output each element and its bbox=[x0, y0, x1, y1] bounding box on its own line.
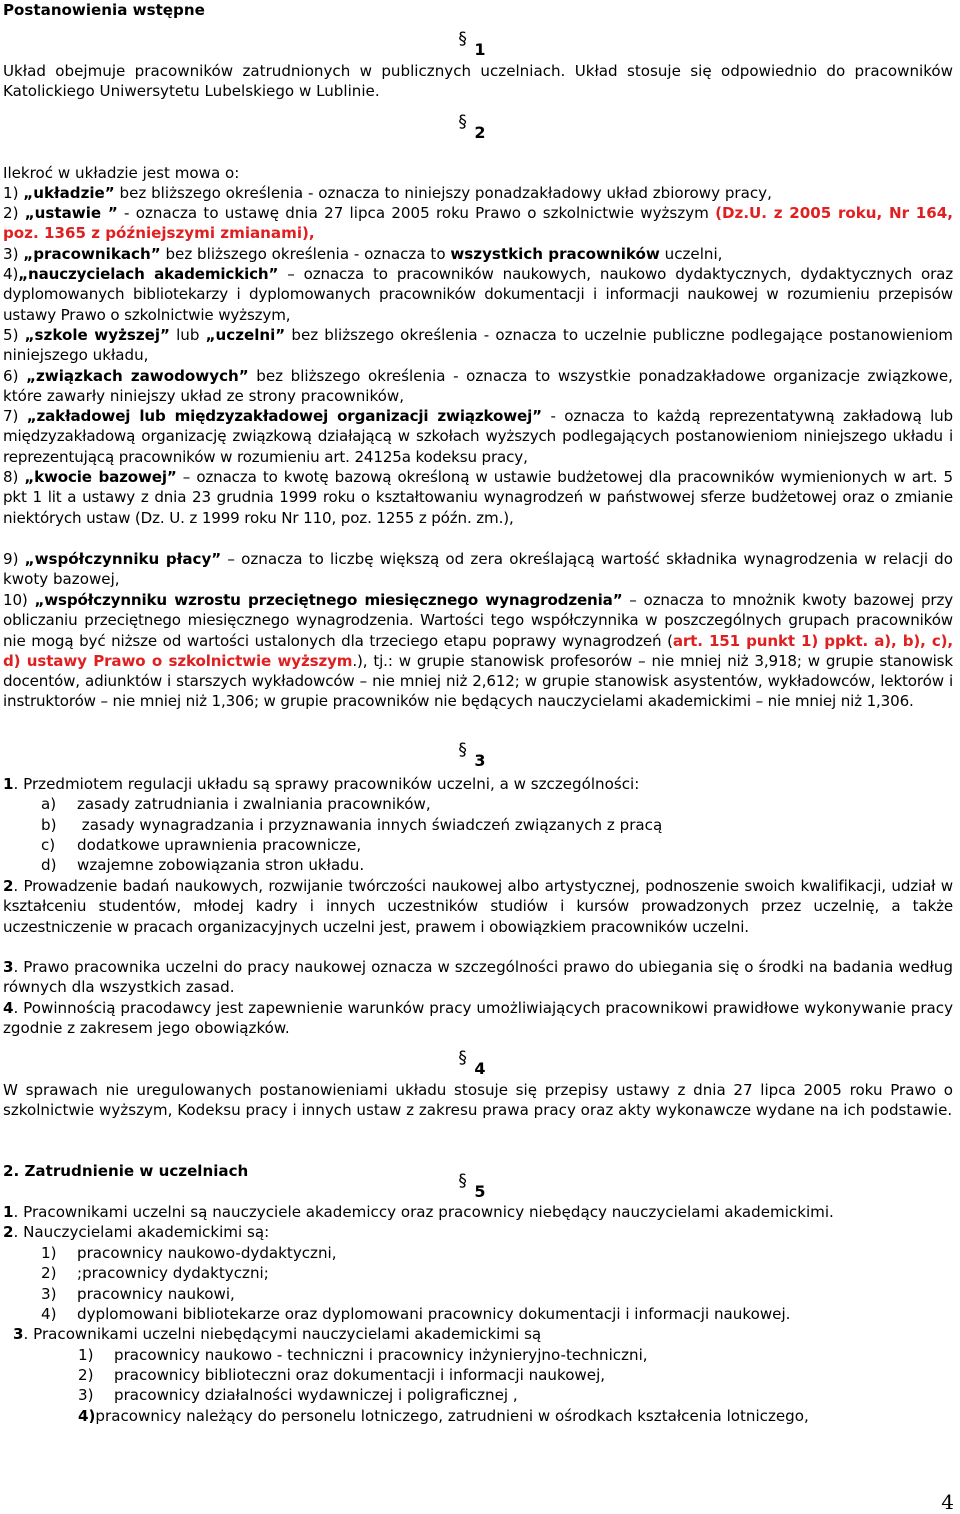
section-5-point-1: 1. Pracownikami uczelni są nauczyciele akademiccy oraz pracownicy niebędący nauczycielami akademickimi. bbox=[3, 1203, 834, 1221]
definition-9: 9) „współczynniku płacy” – oznacza to liczbę większą od zera określającą wartość składnika wynagrodzenia w relacji do kwoty bazowej, bbox=[3, 550, 953, 589]
list-item: 4) dyplomowani bibliotekarze oraz dyplomowani pracownicy dokumentacji i informacji naukowej. bbox=[41, 1305, 791, 1323]
definition-6: 6) „związkach zawodowych” bez bliższego określenia - oznacza to wszystkie ponadzakładowe organizacje związkowe, które zawarły niniejszy układ ze strony pracowników, bbox=[3, 367, 953, 406]
paragraph-marker-1: § 1 bbox=[0, 40, 960, 59]
page-number: 4 bbox=[941, 1490, 954, 1514]
section-3-point-4: 4. Powinnością pracodawcy jest zapewnienie warunków pracy umożliwiających pracownikowi prawidłowe wykonywanie pracy zgodnie z zakresem jego obowiązków. bbox=[3, 999, 953, 1038]
list-item: 2) ;pracownicy dydaktyczni; bbox=[41, 1264, 269, 1282]
chapter-heading: 2. Zatrudnienie w uczelniach bbox=[3, 1162, 249, 1180]
definition-1: 1) „układzie” bez bliższego określenia - oznacza to niniejszy ponadzakładowy układ zbiorowy pracy, bbox=[3, 184, 772, 202]
list-item: 3) pracownicy naukowi, bbox=[41, 1285, 235, 1303]
paragraph-1-text: Układ obejmuje pracowników zatrudnionych w publicznych uczelniach. Układ stosuje się odpowiednio do pracowników Katolickiego Uniwersytetu Lubelskiego w Lublinie. bbox=[3, 62, 953, 101]
list-item: 3) pracownicy działalności wydawniczej i poligraficznej , bbox=[78, 1386, 518, 1404]
paragraph-4-text: W sprawach nie uregulowanych postanowieniami układu stosuje się przepisy ustawy z dnia 27 lipca 2005 roku Prawo o szkolnictwie wyższym, Kodeksu pracy i innych ustaw z zakresu prawa pracy oraz akty wykonawcze wydane na ich podstawie. bbox=[3, 1081, 953, 1120]
list-item: 2) pracownicy biblioteczni oraz dokumentacji i informacji naukowej, bbox=[78, 1366, 606, 1384]
definition-3: 3) „pracownikach” bez bliższego określenia - oznacza to wszystkich pracowników uczelni, bbox=[3, 245, 723, 263]
paragraph-marker-4: § 4 bbox=[0, 1059, 960, 1078]
section-heading: Postanowienia wstępne bbox=[3, 1, 205, 19]
definitions-intro: Ilekroć w układzie jest mowa o: bbox=[3, 164, 240, 182]
list-item: 4)pracownicy należący do personelu lotniczego, zatrudnieni w ośrodkach kształcenia lotniczego, bbox=[78, 1407, 809, 1425]
list-item: b) zasady wynagradzania i przyznawania innych świadczeń związanych z pracą bbox=[41, 816, 663, 834]
definition-7: 7) „zakładowej lub międzyzakładowej organizacji związkowej” - oznacza to każdą reprezentatywną zakładową lub międzyzakładową organizację związkową działającą w szkołach wyższych podlegających postanowieniom niniejszego układu i reprezentującą pracowników w rozumieniu art. 24125a kodeksu pracy, bbox=[3, 407, 953, 466]
list-item: a) zasady zatrudniania i zwalniania pracowników, bbox=[41, 795, 431, 813]
section-5-point-3: 3. Pracownikami uczelni niebędącymi nauczycielami akademickimi są bbox=[13, 1325, 542, 1343]
list-item: 1) pracownicy naukowo - techniczni i pracownicy inżynieryjno-techniczni, bbox=[78, 1346, 648, 1364]
definition-2: 2) „ustawie ” - oznacza to ustawę dnia 27 lipca 2005 roku Prawo o szkolnictwie wyższym (Dz.U. z 2005 roku, Nr 164, poz. 1365 z późniejszymi zmianami), bbox=[3, 204, 953, 243]
section-3-point-2: 2. Prowadzenie badań naukowych, rozwijanie twórczości naukowej albo artystycznej, podnoszenie swoich kwalifikacji, udział w kształceniu studentów, młodej kadry i innych uczestników studiów i kursów prowadzonych przez uczelnię, a także uczestniczenie w pracach organizacyjnych uczelni jest, prawem i obowiązkiem pracowników uczelni. bbox=[3, 877, 953, 936]
definition-5: 5) „szkole wyższej” lub „uczelni” bez bliższego określenia - oznacza to uczelnie publiczne podlegające postanowieniom niniejszego układu, bbox=[3, 326, 953, 365]
section-5-point-2: 2. Nauczycielami akademickimi są: bbox=[3, 1223, 270, 1241]
section-3-point-1: 1. Przedmiotem regulacji układu są sprawy pracowników uczelni, a w szczególności: bbox=[3, 775, 640, 793]
list-item: c) dodatkowe uprawnienia pracownicze, bbox=[41, 836, 362, 854]
paragraph-marker-5: § 5 bbox=[0, 1182, 960, 1201]
list-item: d) wzajemne zobowiązania stron układu. bbox=[41, 856, 365, 874]
list-item: 1) pracownicy naukowo-dydaktyczni, bbox=[41, 1244, 337, 1262]
definition-10: 10) „współczynniku wzrostu przeciętnego miesięcznego wynagrodzenia” – oznacza to mnożnik kwoty bazowej przy obliczaniu przeciętnego miesięcznego wynagrodzenia. Wartości tego współczynnika w poszczególnych grupach pracowników nie mogą być niższe od wartości ustalonych dla trzeciego etapu poprawy wynagrodzeń (art. 151 punkt 1) ppkt. a), b), c), d) ustawy Prawo o szkolnictwie wyższym.), tj.: w grupie stanowisk profesorów – nie mniej niż 3,918; w grupie stanowisk docentów, adiunktów i starszych wykładowców – nie mniej niż 2,612; w grupie stanowisk asystentów, wykładowców, lektorów i instruktorów – nie mniej niż 1,306; w grupie pracowników nie będących nauczycielami akademickimi – nie mniej niż 1,306. bbox=[3, 591, 953, 711]
section-3-point-3: 3. Prawo pracownika uczelni do pracy naukowej oznacza w szczególności prawo do ubiegania się o środki na badania według równych dla wszystkich zasad. bbox=[3, 958, 953, 997]
definition-4: 4)„nauczycielach akademickich” – oznacza to pracowników naukowych, naukowo dydaktycznych, dydaktycznych oraz dyplomowanych bibliotekarzy i dyplomowanych pracowników dokumentacji i informacji naukowej w rozumieniu przepisów ustawy Prawo o szkolnictwie wyższym, bbox=[3, 265, 953, 324]
definition-8: 8) „kwocie bazowej” – oznacza to kwotę bazową określoną w ustawie budżetowej dla pracowników wymienionych w art. 5 pkt 1 lit a ustawy z dnia 23 grudnia 1999 roku o kształtowaniu wynagrodzeń w państwowej sferze budżetowej oraz o zmianie niektórych ustaw (Dz. U. z 1999 roku Nr 110, poz. 1255 z późn. zm.), bbox=[3, 468, 953, 527]
paragraph-marker-3: § 3 bbox=[0, 751, 960, 770]
paragraph-marker-2: § 2 bbox=[0, 123, 960, 142]
